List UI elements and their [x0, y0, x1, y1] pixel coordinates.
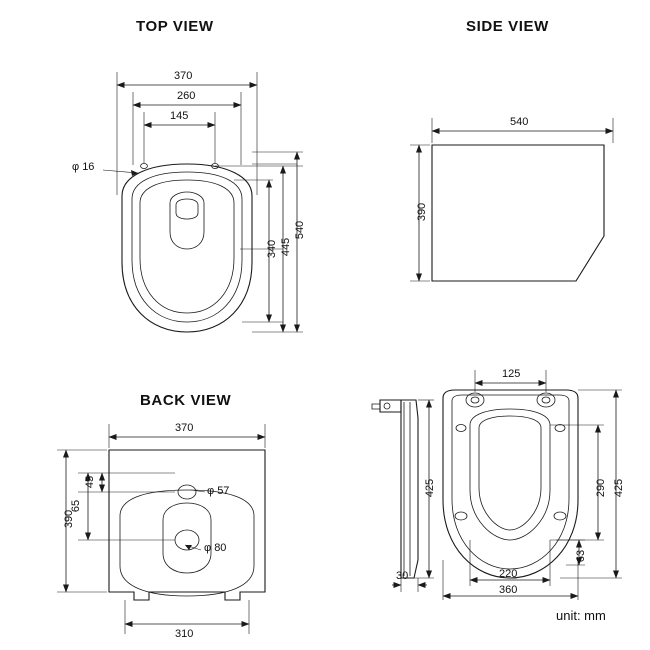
dim-back-overall-height: 390 [63, 509, 76, 529]
dim-back-inlet-diameter: φ 57 [207, 485, 230, 497]
dim-top-overall-length: 540 [294, 220, 307, 240]
dim-seat-thickness: 30 [396, 570, 409, 582]
dim-seat-width: 360 [499, 584, 518, 596]
dim-back-outlet-offset: 65 [70, 499, 83, 513]
dim-top-overall-width: 370 [174, 70, 193, 82]
dim-top-bowl-length: 445 [280, 237, 293, 257]
dim-back-inlet-offset: 45 [84, 475, 97, 489]
dim-top-bolt-span-inner: 145 [170, 110, 189, 122]
dim-seat-opening-length: 290 [595, 478, 608, 498]
dim-top-inner-length: 340 [266, 239, 279, 259]
dim-seat-opening-width: 220 [499, 568, 518, 580]
dim-back-outlet-diameter: φ 80 [204, 542, 227, 554]
dim-side-overall-length: 540 [510, 116, 529, 128]
dim-seat-hinge-span: 125 [502, 368, 521, 380]
view-title-back: BACK VIEW [140, 392, 232, 409]
dim-seat-length: 425 [613, 478, 626, 498]
dim-side-overall-height: 390 [416, 202, 429, 222]
dim-seat-hinge-height: 425 [424, 478, 437, 498]
dim-top-bolt-span-outer: 260 [177, 90, 196, 102]
dim-back-overall-width: 370 [175, 422, 194, 434]
view-title-side: SIDE VIEW [466, 18, 549, 35]
view-title-top: TOP VIEW [136, 18, 214, 35]
dim-back-base-width: 310 [175, 628, 194, 640]
dim-seat-rear-offset: 63 [575, 549, 588, 563]
dim-top-bolt-hole-diameter: φ 16 [72, 161, 95, 173]
unit-note: unit: mm [556, 608, 606, 623]
